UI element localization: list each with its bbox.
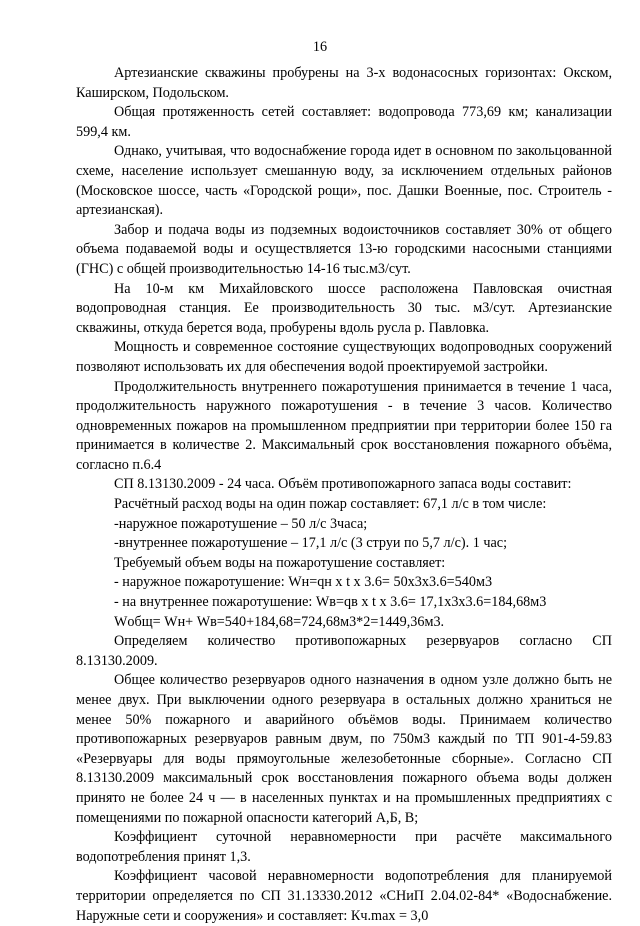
paragraph-aquifers: Артезианские скважины пробурены на 3-х водонасосных горизонтах: Окском, Каширском, Подольском. <box>76 65 612 101</box>
paragraph-capacity: Мощность и современное состояние существующих водопроводных сооружений позволяют использовать их для обеспечения водой проектируемой застройки. <box>76 339 612 375</box>
paragraph-intake: Забор и подача воды из подземных водоисточников составляет 30% от общего объема подаваемой воды и осуществляется 13-ю городскими насосными станциями (ГНС) с общей производительностью 14-16 тыс.м3/сут. <box>76 221 612 277</box>
line-design-flow: Расчётный расход воды на один пожар составляет: 67,1 л/с в том числе: <box>114 496 547 513</box>
line-required-volume: Требуемый объем воды на пожаротушение составляет: <box>114 554 446 571</box>
paragraph-firefighting-duration: Продолжительность внутреннего пожаротушения принимается в течение 1 часа, продолжительность наружного пожаротушения - в течение 3 часов. Количество одновременных пожаров на промышленном предприятии при территории более 150 га принимается в количестве 2. Максимальный срок восстановления пожарного объёма, согласно п.6.4 <box>76 378 612 473</box>
line-indoor-firefighting: -внутреннее пожаротушение – 17,1 л/с (3 струи по 5,7 л/с). 1 час; <box>114 535 508 552</box>
line-sp-reference: СП 8.13130.2009 - 24 часа. Объём противопожарного запаса воды составит: <box>114 476 572 493</box>
paragraph-network-length: Общая протяженность сетей составляет: водопровода 773,69 км; канализации 599,4 км. <box>76 104 612 140</box>
formula-total: Wобщ= Wн+ Wв=540+184,68=724,68м3*2=1449,36м3. <box>114 613 445 630</box>
paragraph-pavlovskaya-station: На 10-м км Михайловского шоссе расположена Павловская очистная водопроводная станция. Ее производительность 30 тыс. м3/сут. Артезианские скважины, откуда берется вода, пробурены вдоль русла р. Павловка. <box>76 280 612 336</box>
paragraph-reservoir-count: Определяем количество противопожарных резервуаров согласно СП 8.13130.2009. <box>76 633 612 669</box>
line-outdoor-firefighting: -наружное пожаротушение – 50 л/с 3часа; <box>114 515 368 532</box>
paragraph-hourly-coefficient: Коэффициент часовой неравномерности водопотребления для планируемой территории определяется по СП 31.13330.2012 «СНиП 2.04.02-84* «Водоснабжение. Наружные сети и сооружения» и составляет: Кч.max = 3,0 <box>76 868 612 924</box>
paragraph-daily-coefficient: Коэффициент суточной неравномерности при расчёте максимального водопотребления принят 1,3. <box>76 829 612 865</box>
formula-outdoor: - наружное пожаротушение: Wн=qн x t x 3.6= 50x3x3.6=540м3 <box>114 574 493 591</box>
document-body <box>76 64 612 926</box>
paragraph-reservoirs: Общее количество резервуаров одного назначения в одном узле должно быть не менее двух. При выключении одного резервуара в остальных должно храниться не менее 50% пожарного и аварийного объёмов воды. Принимаем количество противопожарных резервуаров равным двум, по 750м3 каждый по ТП 901-4-59.83 «Резервуары для воды прямоугольные железобетонные сборные». Согласно СП 8.13130.2009 максимальный срок восстановления пожарного объема воды должен принято не более 24 ч — в населенных пунктах и на промышленных предприятиях с помещениями по пожарной опасности категорий А,Б, В; <box>76 672 612 826</box>
page-number: 16 <box>312 39 328 55</box>
formula-indoor: - на внутреннее пожаротушение: Wв=qв x t x 3.6= 17,1x3x3.6=184,68м3 <box>114 594 547 611</box>
paragraph-supply-scheme: Однако, учитывая, что водоснабжение города идет в основном по закольцованной схеме, население использует смешанную воду, за исключением отдельных районов (Московское шоссе, часть «Городской рощи», пос. Дашки Военные, пос. Строитель - артезианская). <box>76 143 612 219</box>
